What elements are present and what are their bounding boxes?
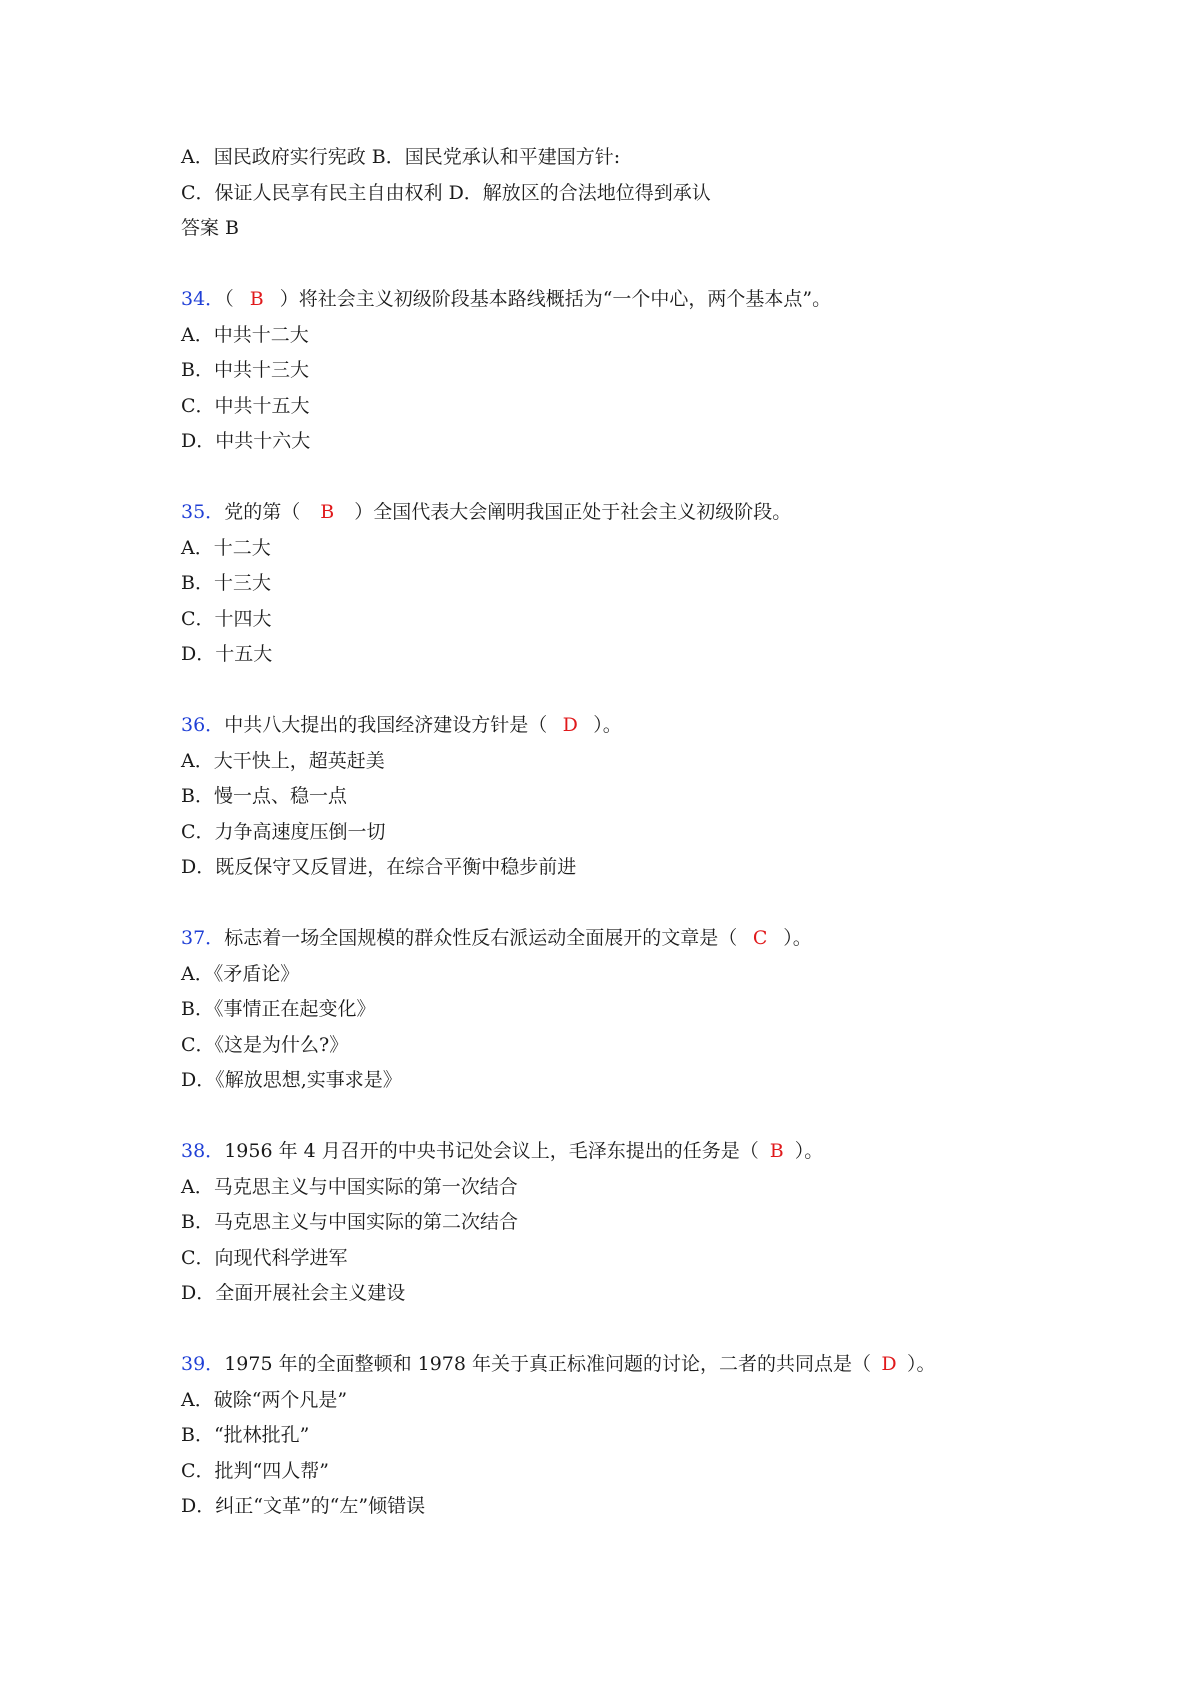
question-number: 34． [181, 288, 225, 310]
document-page [181, 140, 1101, 1525]
option-b: B．十三大 [181, 572, 271, 594]
option-d: D．全面开展社会主义建设 [181, 1282, 406, 1304]
option-b: B．《事情正在起变化》 [181, 998, 376, 1020]
question-text-before: 1956 年 4 月召开的中央书记处会议上，毛泽东提出的任务是（ [224, 1140, 759, 1162]
option-a: A．中共十二大 [181, 323, 309, 346]
option-a: A．破除“两个凡是” [181, 1388, 348, 1411]
spacer [181, 1312, 1101, 1348]
option-a: A．马克思主义与中国实际的第一次结合 [181, 1175, 518, 1198]
option-c: C．力争高速度压倒一切 [181, 820, 386, 843]
question-37-stem [181, 921, 1101, 957]
question-number: 36． [181, 714, 225, 736]
question-38-stem [181, 1134, 1101, 1170]
intro-options-cd: C．保证人民享有民主自由权利 D．解放区的合法地位得到承认 [181, 181, 711, 204]
question-number: 38． [181, 1140, 225, 1162]
question-34-stem [181, 282, 1101, 318]
answer-mark: B [249, 288, 264, 310]
question-39-stem [181, 1347, 1101, 1383]
question-35-stem [181, 495, 1101, 531]
answer-mark: B [769, 1140, 784, 1162]
option-a: A．《矛盾论》 [181, 962, 300, 985]
spacer [181, 1099, 1101, 1135]
intro-answer: 答案 B [181, 217, 240, 239]
option-d: D．中共十六大 [181, 430, 311, 452]
option-b: B．慢一点、稳一点 [181, 785, 347, 807]
answer-mark: D [881, 1353, 897, 1375]
option-d: D．《解放思想,实事求是》 [181, 1069, 402, 1091]
spacer [181, 460, 1101, 496]
question-text-before: （ [224, 288, 234, 310]
question-text-after: ）全国代表大会阐明我国正处于社会主义初级阶段。 [354, 501, 792, 523]
question-number: 39． [181, 1353, 225, 1375]
spacer [181, 886, 1101, 922]
option-a: A．十二大 [181, 536, 271, 559]
question-text-after: ）。 [794, 1140, 824, 1162]
option-d: D．十五大 [181, 643, 273, 665]
option-a: A．大干快上，超英赶美 [181, 749, 385, 772]
answer-mark: C [752, 927, 768, 949]
intro-options-ab: A．国民政府实行宪政 B．国民党承认和平建国方针: [181, 146, 621, 168]
spacer [181, 673, 1101, 709]
option-b: B．马克思主义与中国实际的第二次结合 [181, 1211, 518, 1233]
option-c: C．《这是为什么?》 [181, 1033, 349, 1056]
answer-mark: B [320, 501, 335, 523]
option-d: D．纠正“文革”的“左”倾错误 [181, 1495, 426, 1517]
spacer [181, 247, 1101, 283]
question-text-after: ）。 [593, 714, 622, 736]
option-c: C．向现代科学进军 [181, 1246, 348, 1269]
option-b: B．中共十三大 [181, 359, 309, 381]
option-c: C．中共十五大 [181, 394, 310, 417]
question-text-before: 中共八大提出的我国经济建设方针是（ [224, 714, 548, 736]
question-number: 35． [181, 501, 225, 523]
question-text-before: 1975 年的全面整顿和 1978 年关于真正标准问题的讨论，二者的共同点是（ [224, 1353, 872, 1375]
option-d: D．既反保守又反冒进，在综合平衡中稳步前进 [181, 856, 577, 878]
question-text-after: ）。 [783, 927, 812, 949]
question-text-after: ）将社会主义初级阶段基本路线概括为“一个中心，两个基本点”。 [279, 288, 832, 310]
question-text-before: 党的第（ [224, 501, 301, 523]
question-text-after: ）。 [907, 1353, 936, 1375]
answer-mark: D [562, 714, 578, 736]
question-36-stem [181, 708, 1101, 744]
question-number: 37． [181, 927, 225, 949]
question-text-before: 标志着一场全国规模的群众性反右派运动全面展开的文章是（ [224, 927, 738, 949]
option-b: B．“批林批孔” [181, 1424, 310, 1446]
option-c: C．批判“四人帮” [181, 1459, 329, 1482]
option-c: C．十四大 [181, 607, 272, 630]
